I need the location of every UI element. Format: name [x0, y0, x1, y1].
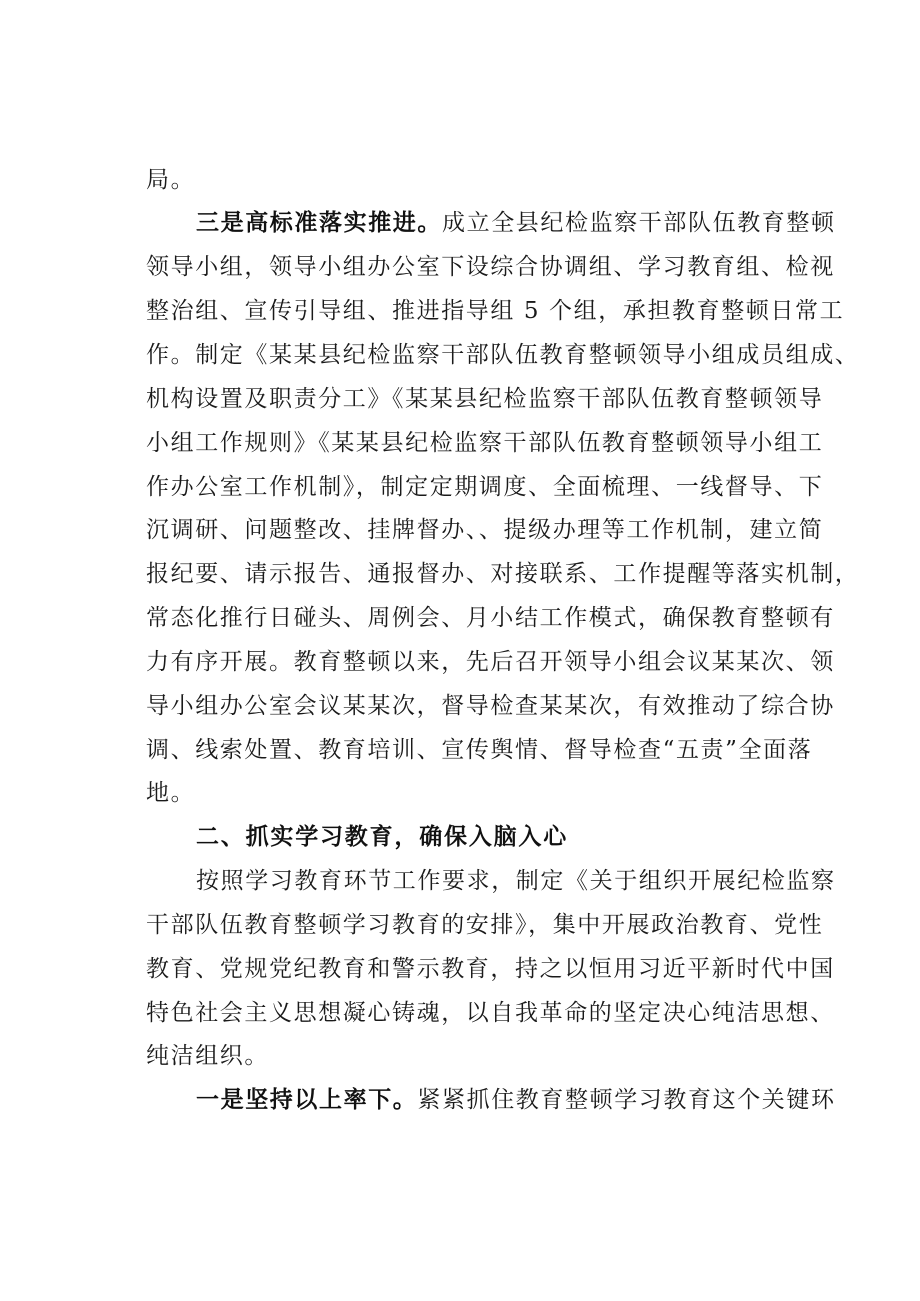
paragraph-line: 干部队伍教育整顿学习教育的安排》，集中开展政治教育、党性: [146, 912, 824, 938]
paragraph-line: 报纪要、请示报告、通报督办、对接联系、工作提醒等落实机制，: [146, 561, 860, 587]
paragraph-line: 领导小组，领导小组办公室下设综合协调组、学习教育组、检视: [146, 254, 835, 280]
paragraph-line: 整治组、宣传引导组、推进指导组 5 个组，承担教育整顿日常工: [146, 298, 845, 324]
paragraph-line: 作。制定《某某县纪检监察干部队伍教育整顿领导小组成员组成、: [146, 342, 860, 368]
paragraph-line: 机构设置及职责分工》《某某县纪检监察干部队伍教育整顿领导: [146, 386, 824, 412]
paragraph-line: 沉调研、问题整改、挂牌督办、、提级办理等工作机制，建立简: [146, 517, 824, 543]
lead-heading: 三是高标准落实推进。: [196, 210, 442, 236]
paragraph-line: 力有序开展。教育整顿以来，先后召开领导小组会议某某次、领: [146, 649, 835, 675]
paragraph-line: 纯洁组织。: [146, 1043, 269, 1069]
paragraph-line: 地。: [146, 780, 196, 806]
paragraph-line: 特色社会主义思想凝心铸魂，以自我革命的坚定决心纯洁思想、: [146, 1000, 835, 1026]
paragraph-line: 调、线索处置、教育培训、宣传舆情、督导检查“五责”全面落: [146, 737, 813, 763]
paragraph-line: 作办公室工作机制》，制定定期调度、全面梳理、一线督导、下: [146, 474, 824, 500]
paragraph-first-line: 按照学习教育环节工作要求，制定《关于组织开展纪检监察: [196, 868, 836, 894]
paragraph-first-line: [196, 208, 856, 238]
paragraph-line: 教育、党规党纪教育和警示教育，持之以恒用习近平新时代中国: [146, 956, 835, 982]
paragraph-text: 成立全县纪检监察干部队伍教育整顿: [442, 210, 836, 236]
paragraph-line: 导小组办公室会议某某次，督导检查某某次，有效推动了综合协: [146, 693, 835, 719]
paragraph-line: 小组工作规则》《某某县纪检监察干部队伍教育整顿领导小组工: [146, 430, 824, 456]
paragraph-line: 局。: [146, 167, 196, 193]
paragraph-first-line: [196, 1085, 856, 1115]
paragraph-line: 常态化推行日碰头、周例会、月小结工作模式，确保教育整顿有: [146, 605, 835, 631]
section-heading: 二、抓实学习教育，确保入脑入心: [196, 824, 568, 850]
lead-heading: 一是坚持以上率下。: [196, 1087, 418, 1113]
paragraph-text: 紧紧抓住教育整顿学习教育这个关键环: [417, 1087, 836, 1113]
